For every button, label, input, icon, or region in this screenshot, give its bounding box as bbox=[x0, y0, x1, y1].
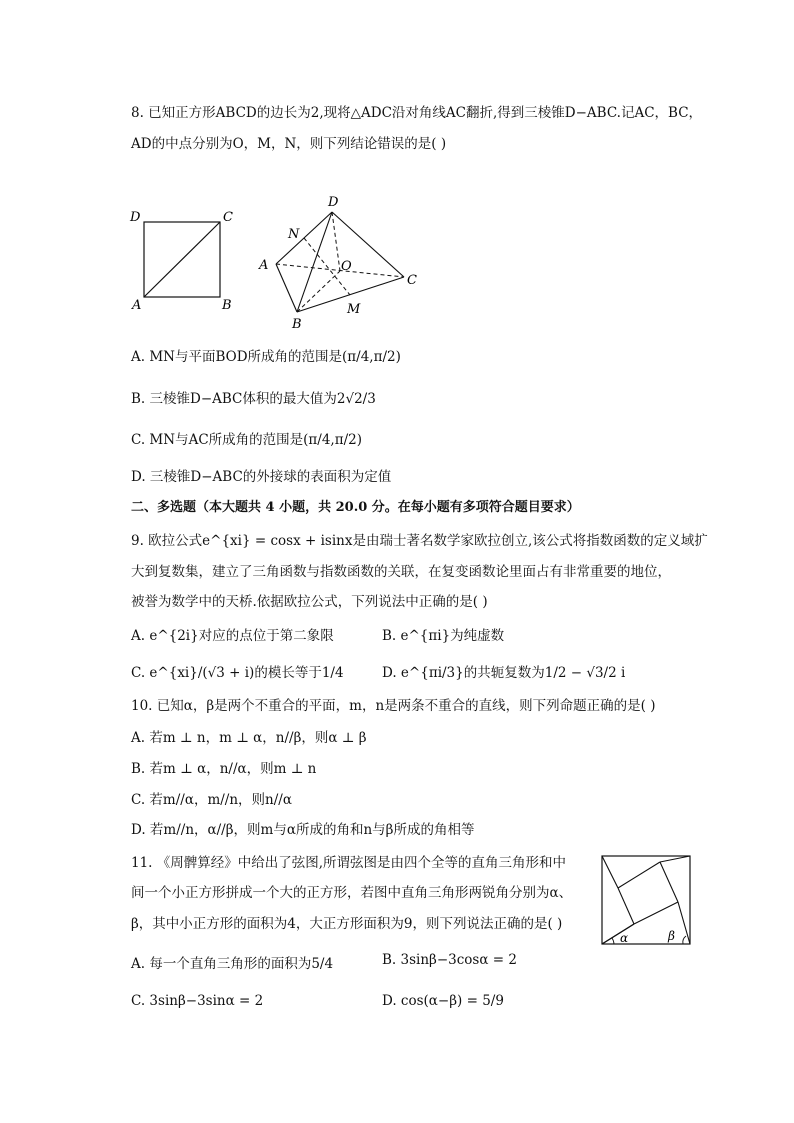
q11-option-b: B. 3sinβ−3cosα = 2 bbox=[382, 952, 517, 968]
q9-option-d: D. e^{πi/3}的共轭复数为1/2 − √3/2 i bbox=[382, 665, 626, 681]
q9-stem-line2: 大到复数集，建立了三角函数与指数函数的关联，在复变函数论里面占有非常重要的地位， bbox=[131, 564, 671, 580]
q11-option-c: C. 3sinβ−3sinα = 2 bbox=[131, 993, 264, 1009]
angle-label-beta: β bbox=[668, 929, 675, 943]
q9-option-b: B. e^{πi}为纯虚数 bbox=[382, 628, 505, 644]
square-label-a: A bbox=[132, 298, 142, 313]
pyramid-label-b: B bbox=[292, 317, 302, 332]
q10-option-c: C. 若m//α，m//n，则n//α bbox=[131, 792, 292, 808]
q9-stem-line3: 被誉为数学中的天桥.依据欧拉公式，下列说法中正确的是( ) bbox=[131, 594, 488, 610]
q11-stem-line2: 间一个小正方形拼成一个大的正方形，若图中直角三角形两锐角分别为α、 bbox=[131, 885, 573, 901]
q10-option-d: D. 若m//n，α//β，则m与α所成的角和n与β所成的角相等 bbox=[131, 822, 475, 838]
pyramid-label-m: M bbox=[347, 302, 361, 317]
square-label-d: D bbox=[130, 210, 141, 225]
square-figure bbox=[126, 204, 246, 316]
q8-option-a: A. MN与平面BOD所成角的范围是(π/4,π/2) bbox=[131, 349, 401, 365]
pyramid-label-c: C bbox=[407, 273, 417, 288]
q10-option-a: A. 若m ⊥ n，m ⊥ α，n//β，则α ⊥ β bbox=[131, 730, 367, 746]
pyramid-label-a: A bbox=[259, 258, 269, 273]
section-header-multi-choice: 二、多选题（本大题共 4 小题，共 20.0 分。在每小题有多项符合题目要求） bbox=[131, 500, 580, 515]
pyramid-figure bbox=[254, 192, 424, 332]
q8-option-b: B. 三棱锥D−ABC体积的最大值为2√2/3 bbox=[131, 391, 376, 407]
square-label-c: C bbox=[223, 210, 233, 225]
q11-stem-line3: β，其中小正方形的面积为4，大正方形面积为9，则下列说法正确的是( ) bbox=[131, 916, 563, 932]
pyramid-label-d: D bbox=[328, 195, 339, 210]
square-label-b: B bbox=[222, 298, 232, 313]
pyramid-label-o: O bbox=[341, 259, 352, 274]
q11-stem-line1: 11. 《周髀算经》中给出了弦图,所谓弦图是由四个全等的直角三角形和中 bbox=[131, 855, 567, 871]
q9-option-c: C. e^{xi}/(√3 + i)的模长等于1/4 bbox=[131, 665, 344, 681]
q9-option-a: A. e^{2i}对应的点位于第二象限 bbox=[131, 628, 334, 644]
q9-stem-line1: 9. 欧拉公式e^{xi} = cosx + isinx是由瑞士著名数学家欧拉创立,该公式将指数函数的定义域扩 bbox=[131, 533, 708, 549]
q8-stem-line2: AD的中点分别为O，M，N，则下列结论错误的是( ) bbox=[131, 136, 447, 152]
q10-option-b: B. 若m ⊥ α，n//α，则m ⊥ n bbox=[131, 761, 317, 777]
q8-option-c: C. MN与AC所成角的范围是(π/4,π/2) bbox=[131, 432, 362, 448]
pyramid-label-n: N bbox=[288, 227, 300, 242]
q8-option-d: D. 三棱锥D−ABC的外接球的表面积为定值 bbox=[131, 469, 392, 485]
xian-diagram-figure bbox=[598, 852, 694, 948]
q8-stem-line1: 8. 已知正方形ABCD的边长为2,现将△ADC沿对角线AC翻折,得到三棱锥D−ABC.记AC，BC， bbox=[131, 105, 703, 121]
q11-option-d: D. cos(α−β) = 5/9 bbox=[382, 993, 504, 1009]
angle-label-alpha: α bbox=[620, 931, 629, 945]
q10-stem: 10. 已知α，β是两个不重合的平面，m，n是两条不重合的直线，则下列命题正确的是( ) bbox=[131, 698, 656, 714]
q11-option-a: A. 每一个直角三角形的面积为5/4 bbox=[131, 956, 334, 972]
